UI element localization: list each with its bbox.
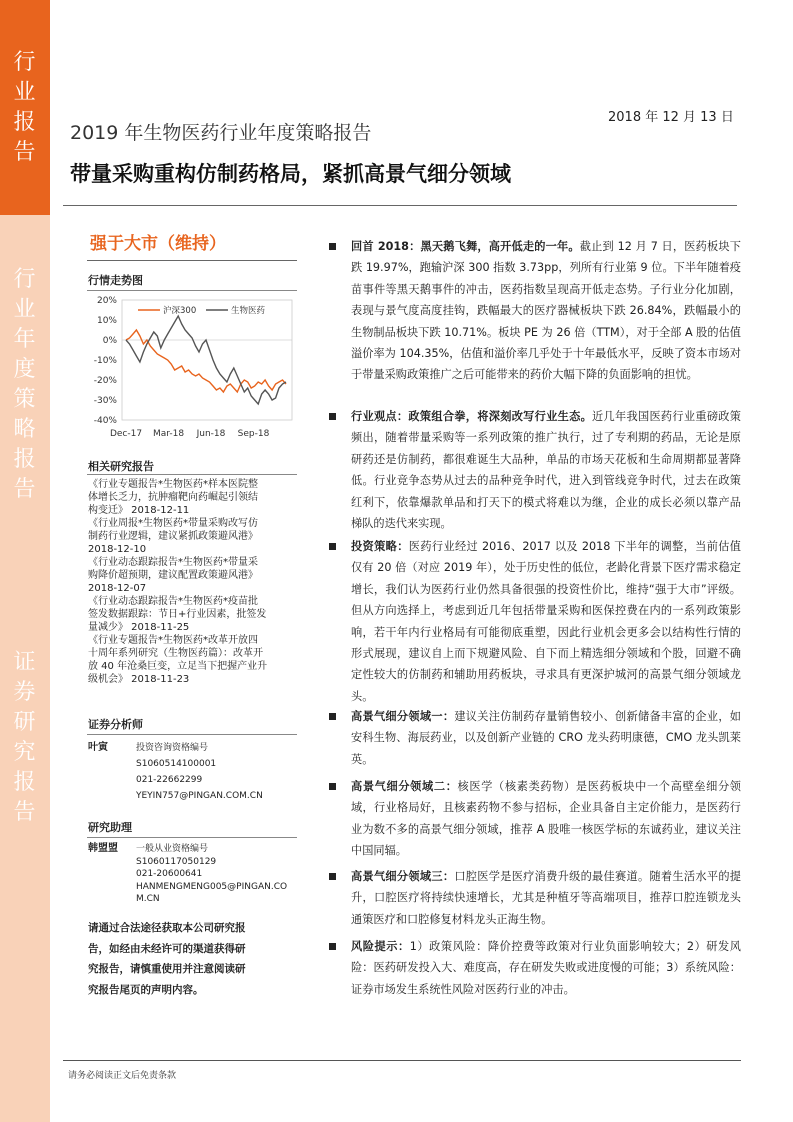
analyst-qualification-number: S1060514100001 <box>136 759 217 769</box>
key-point-text <box>351 236 741 386</box>
sidebar <box>0 0 50 1122</box>
y-tick-label: -20% <box>93 376 117 386</box>
y-tick-label: 0% <box>102 336 117 346</box>
notice-line: 究报告，请慎重使用并注意阅读研 <box>88 963 246 975</box>
report-line: 放 40 年沧桑巨变，立足当下把握产业升 <box>88 661 268 672</box>
key-point-body: 口腔医学是医疗消费升级的最佳赛道。随着生活水平的提升，口腔医疗将持续快速增长，尤其是种植牙等高端项目，推荐口腔连锁龙头通策医疗和口腔修复材料龙头正海生物。 <box>351 870 741 926</box>
analyst-name: 叶寅 <box>88 742 108 753</box>
assistant-name: 韩盟盟 <box>88 843 118 854</box>
notice-line: 究报告尾页的声明内容。 <box>88 983 204 996</box>
report-line: 2018-12-07 <box>88 583 147 594</box>
chart-section-divider <box>87 290 297 291</box>
notice-line: 请通过合法途径获取本公司研究报 <box>88 922 246 934</box>
report-line: 十周年系列研究（生物医药篇）：改革开 <box>88 648 263 659</box>
report-subtitle: 带量采购重构仿制药格局，紧抓高景气细分领域 <box>70 162 511 186</box>
key-point <box>329 776 741 862</box>
key-point-body: 医药行业经过 2016、2017 以及 2018 下半年的调整，当前估值仅有 20 倍（对应 2019 年），处于历史性的低位，老龄化背景下医疗需求稳定增长，我们认为医药行业仍然具备很强的投资性价比，维持“强于大市”评级。但从方向选择上，考虑到近几年包括带量采购和医保控费在内的一系列政策影响，若干年内行业格局有可能彻底重塑，因此行业机会更多会以结构性行情的形式展现，建议自上而下规避风险、自下而上精选细分领域和个股，回避不确定性较大的仿制药和辅助用药板块，寻求具有更深护城河的高景气细分领域龙头。 <box>351 540 741 703</box>
key-point-text <box>351 776 741 862</box>
sidebar-label-securities-research: 证 券 研 究 报 告 <box>13 650 37 825</box>
x-tick-label: Mar-18 <box>152 429 185 439</box>
bullet-icon <box>329 783 336 790</box>
footer-disclaimer: 请务必阅读正文后免责条款 <box>68 1071 177 1081</box>
assistant-block <box>88 843 298 913</box>
reports-section-divider <box>87 474 297 475</box>
bullet-icon <box>329 713 336 720</box>
key-point-heading: 高景气细分领域一： <box>351 710 455 723</box>
header-divider <box>63 205 737 206</box>
key-point-body: 建议关注仿制药存量销售较小、创新储备丰富的企业，如安科生物、海辰药业，以及创新产业链的 CRO 龙头药明康德，CMO 龙头凯莱英。 <box>351 710 741 766</box>
analyst-block <box>88 740 298 810</box>
key-point <box>329 866 741 930</box>
disclaimer-notice <box>88 918 298 1000</box>
report-line: 《行业专题报告*生物医药*改革开放四 <box>88 635 258 646</box>
sidebar-label-industry-report: 行 业 报 告 <box>13 50 37 165</box>
key-point-body: 1）政策风险：降价控费等政策对行业负面影响较大；2）研发风险：医药研发投入大、难度高，存在研发失败或进度慢的可能；3）系统风险：证券市场发生系统性风险对医药行业的冲击。 <box>351 940 741 996</box>
key-point <box>329 406 741 534</box>
y-tick-label: -40% <box>93 416 117 426</box>
key-point-heading: 投资策略： <box>351 540 409 553</box>
report-line: 购降价超预期，建议配置政策避风港》 <box>88 570 258 581</box>
series-line <box>126 316 286 404</box>
key-point-text <box>351 406 741 534</box>
key-point-heading: 风险提示： <box>351 940 410 953</box>
assistant-phone: 021-20600641 <box>136 869 203 879</box>
bullet-icon <box>329 243 336 250</box>
key-point <box>329 706 741 770</box>
analyst-section-title: 证券分析师 <box>88 718 143 731</box>
key-point-heading: 高景气细分领域三： <box>351 870 455 883</box>
key-point-text <box>351 866 741 930</box>
market-trend-chart <box>86 294 298 444</box>
key-point <box>329 236 741 386</box>
key-point-text <box>351 536 741 707</box>
report-line: 量减少》 2018-11-25 <box>88 622 190 633</box>
report-line: 签发数据跟踪：节日+行业因素，批签发 <box>88 609 267 620</box>
analyst-section-divider <box>87 734 297 735</box>
report-line: 2018-12-10 <box>88 544 147 555</box>
x-tick-label: Sep-18 <box>237 429 270 439</box>
related-reports-list <box>88 478 298 686</box>
assistant-section-title: 研究助理 <box>88 821 132 834</box>
chart-plot-area <box>122 300 292 420</box>
assistant-qualification-label: 一般从业资格编号 <box>136 844 209 854</box>
assistant-qualification-number: S1060117050129 <box>136 856 217 867</box>
bullet-icon <box>329 943 336 950</box>
report-title: 2019 年生物医药行业年度策略报告 <box>70 122 372 144</box>
report-date: 2018 年 12 月 13 日 <box>608 110 734 125</box>
report-line: 《行业动态跟踪报告*生物医药*疫苗批 <box>88 596 258 607</box>
report-line: 《行业周报*生物医药*带量采购改写仿 <box>88 518 258 529</box>
report-line: 体增长乏力，抗肿瘤靶向药崛起引领结 <box>88 492 258 503</box>
bullet-icon <box>329 873 336 880</box>
assistant-info <box>136 843 296 906</box>
assistant-section-divider <box>87 837 297 838</box>
report-line: 级机会》 2018-11-23 <box>88 674 190 685</box>
y-tick-label: -10% <box>93 356 117 366</box>
reports-section-title: 相关研究报告 <box>88 460 154 473</box>
report-line: 构变迁》 2018-12-11 <box>88 505 190 516</box>
assistant-email[interactable]: HANMENGMENG005@PINGAN.CO M.CN <box>136 881 288 904</box>
legend-label: 生物医药 <box>231 306 266 316</box>
key-point-body: 截止到 12 月 7 日，医药板块下跌 19.97%，跑输沪深 300 指数 3.73pp，列所有行业第 9 位。下半年随着疫苗事件等黑天鹅事件的冲击，医药指数呈现高开低走态势。子行业分化加剧，表现与景气度高度挂钩，跌幅最大的医疗器械板块下跌 26.84%，跌幅最小的生物制品板块下跌 10.71%。板块 PE 为 26 倍（TTM），对于全部 A 股的估值溢价率为 104.35%，估值和溢价率几乎处于十年最低水平，反映了资本市场对于带量采购政策推广之后可能带来的药价大幅下降的负面影响的担忧。 <box>351 240 741 382</box>
key-point-text <box>351 706 741 770</box>
legend-label: 沪深300 <box>163 306 197 316</box>
bullet-icon <box>329 413 336 420</box>
analyst-qualification-label: 投资咨询资格编号 <box>136 743 209 753</box>
analyst-phone: 021-22662299 <box>136 775 203 785</box>
key-point <box>329 536 741 707</box>
report-line: 制药行业逻辑，建议紧抓政策避风港》 <box>88 531 258 542</box>
x-tick-label: Dec-17 <box>109 429 143 439</box>
report-line: 《行业专题报告*生物医药*样本医院整 <box>88 479 258 490</box>
key-point <box>329 936 741 1000</box>
report-line: 《行业动态跟踪报告*生物医药*带量采 <box>88 557 258 568</box>
x-tick-label: Jun-18 <box>196 429 226 439</box>
key-point-heading: 行业观点：政策组合拳，将深刻改写行业生态。 <box>351 410 593 423</box>
bullet-icon <box>329 543 336 550</box>
key-point-heading: 回首 2018：黑天鹅飞舞，高开低走的一年。 <box>351 240 580 253</box>
key-point-heading: 高景气细分领域二： <box>351 780 458 793</box>
chart-section-title: 行情走势图 <box>88 274 143 287</box>
y-tick-label: 20% <box>96 296 117 306</box>
key-point-text <box>351 936 741 1000</box>
key-point-body: 核医学（核素类药物）是医药板块中一个高壁垒细分领域，行业格局好，且核素药物不参与招标，企业具备自主定价能力，是医药行业为数不多的高景气细分领域，推荐 A 股唯一核医学标的东诚药业，建议关注中国同辐。 <box>351 780 741 858</box>
analyst-info <box>136 740 296 804</box>
y-tick-label: 10% <box>96 316 117 326</box>
y-tick-label: -30% <box>93 396 117 406</box>
key-point-body: 近几年我国医药行业重磅政策频出，随着带量采购等一系列政策的推广执行，过了专利期的药品，无论是原研药还是仿制药，都很难诞生大品种，单品的市场天花板和生命周期都显著降低。行业竞争态势从过去的品种竞争时代，进入到管线竞争时代，过去在政策红利下，依靠爆款单品和打天下的模式将难以为继，企业的成长必须以靠产品梯队的迭代来实现。 <box>351 410 741 531</box>
rating-divider <box>87 260 297 261</box>
analyst-email[interactable]: YEYIN757@PINGAN.COM.CN <box>136 791 263 801</box>
rating-label: 强于大市（维持） <box>90 234 226 254</box>
sidebar-label-annual-strategy: 行 业 年 度 策 略 报 告 <box>13 267 37 502</box>
footer-divider <box>63 1060 741 1061</box>
notice-line: 告，如经由未经许可的渠道获得研 <box>88 942 246 955</box>
